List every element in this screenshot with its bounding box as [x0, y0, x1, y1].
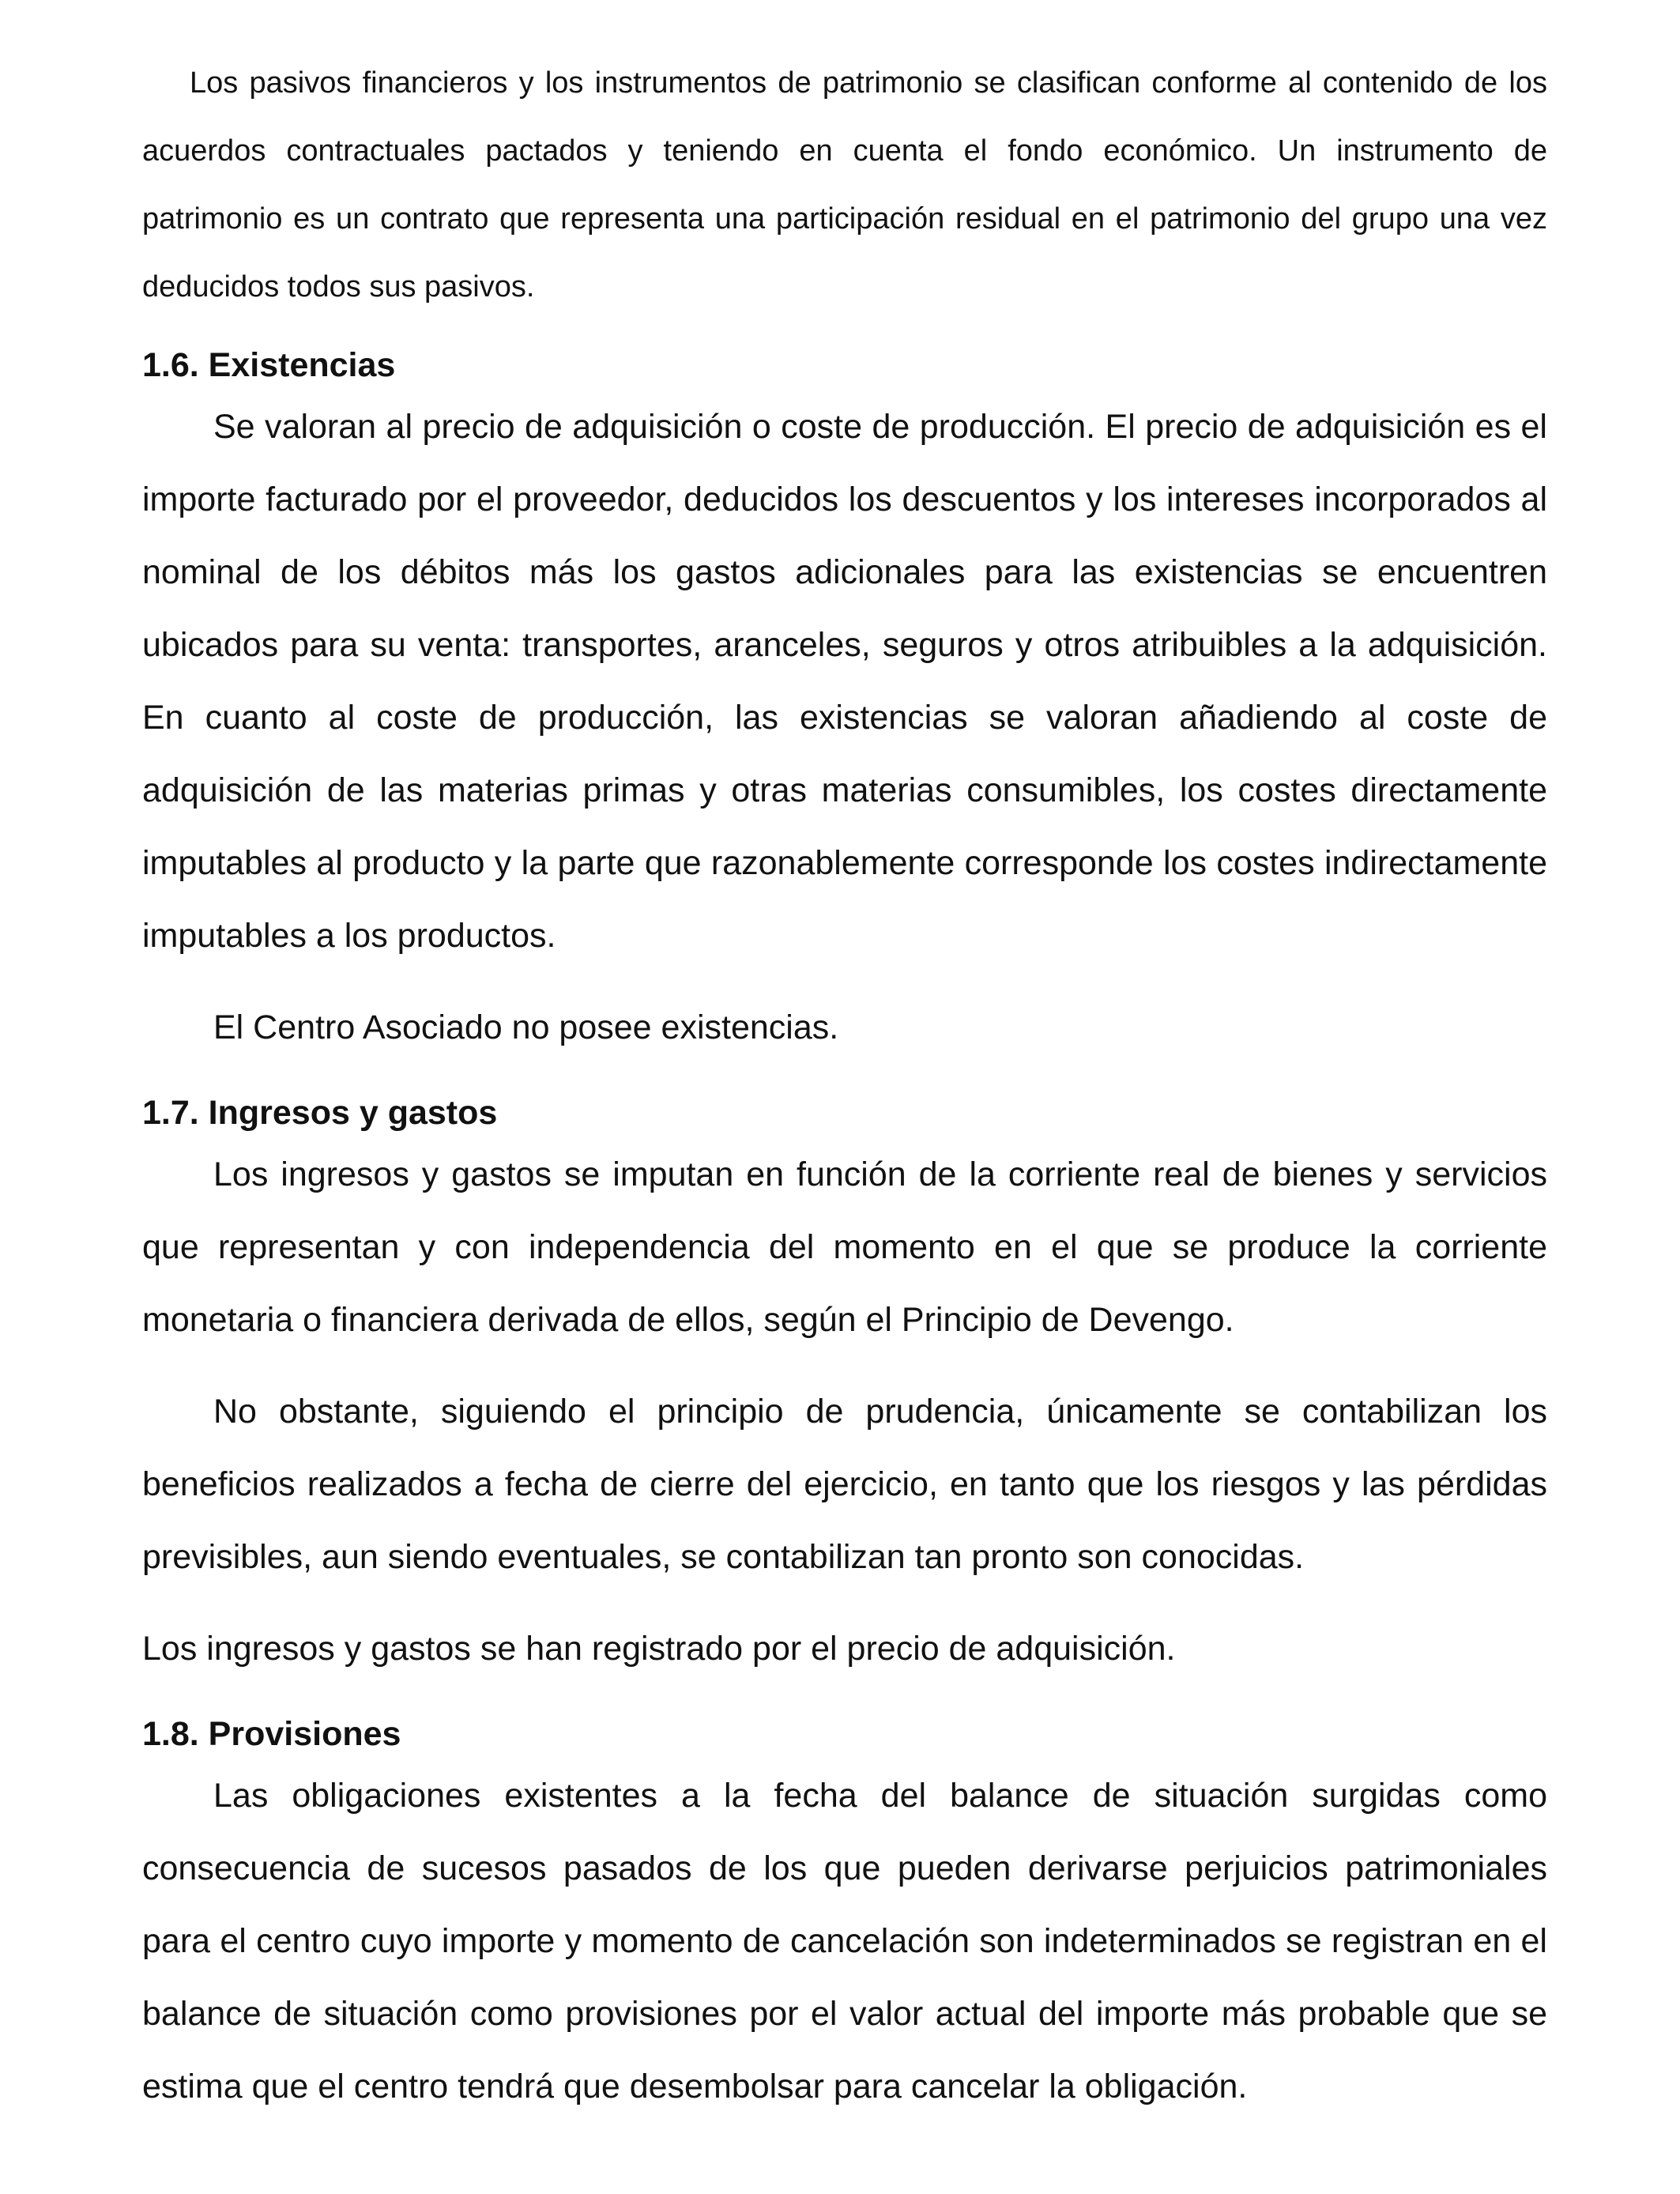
section-heading-provisiones: 1.8. Provisiones	[142, 1715, 401, 1753]
spacer	[142, 1593, 1547, 1612]
document-page	[142, 49, 1547, 2123]
spacer	[142, 321, 1547, 340]
spacer	[142, 1685, 1547, 1709]
existencias-paragraph-2: El Centro Asociado no posee existencias.	[213, 1008, 839, 1046]
existencias-paragraph-1: Se valoran al precio de adquisición o coste de producción. El precio de adquisición es el importe facturado por el proveedor, deducidos los descuentos y los intereses incorporados al nominal de los débitos más los gastos adicionales para las existencias se encuentren ubicados para su venta: transportes, aranceles, seguros y otros atribuibles a la adquisición. En cuanto al coste de producción, las existencias se valoran añadiendo al coste de adquisición de las materias primas y otras materias consumibles, los costes directamente imputables al producto y la parte que razonablemente corresponde los costes indirectamente imputables a los productos.	[142, 408, 1547, 955]
spacer	[142, 1064, 1547, 1088]
intro-paragraph: Los pasivos financieros y los instrumentos de patrimonio se clasifican conforme al contenido de los acuerdos contractuales pactados y teniendo en cuenta el fondo económico. Un instrumento de patrimonio es un contrato que representa una participación residual en el patrimonio del grupo una vez deducidos todos sus pasivos.	[142, 66, 1547, 303]
ingresos-paragraph-3: Los ingresos y gastos se han registrado por el precio de adquisición.	[142, 1630, 1176, 1668]
section-heading-ingresos: 1.7. Ingresos y gastos	[142, 1094, 498, 1132]
spacer	[142, 972, 1547, 991]
spacer	[142, 1356, 1547, 1375]
provisiones-paragraph-1: Las obligaciones existentes a la fecha del balance de situación surgidas como consecuencia de sucesos pasados de los que pueden derivarse perjuicios patrimoniales para el centro cuyo importe y momento de cancelación son indeterminados se registran en el balance de situación como provisiones por el valor actual del importe más probable que se estima que el centro tendrá que desembolsar para cancelar la obligación.	[142, 1777, 1547, 2105]
ingresos-paragraph-2: No obstante, siguiendo el principio de prudencia, únicamente se contabilizan los beneficios realizados a fecha de cierre del ejercicio, en tanto que los riesgos y las pérdidas previsibles, aun siendo eventuales, se contabilizan tan pronto son conocidas.	[142, 1393, 1547, 1576]
ingresos-paragraph-1: Los ingresos y gastos se imputan en función de la corriente real de bienes y servicios que representan y con independencia del momento en el que se produce la corriente monetaria o financiera derivada de ellos, según el Principio de Devengo.	[142, 1155, 1547, 1339]
section-heading-existencias: 1.6. Existencias	[142, 346, 396, 384]
